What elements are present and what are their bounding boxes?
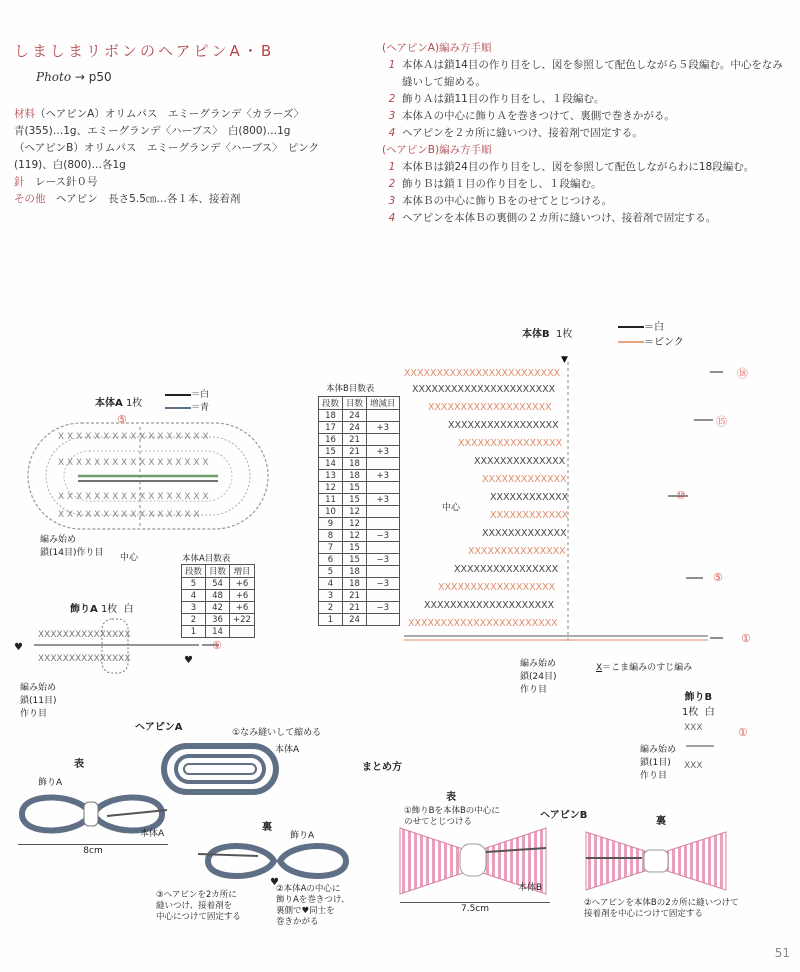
- table-b-cell: [367, 614, 400, 626]
- materials-line: その他 ヘアピン 長さ5.5㎝…各１本、接着剤: [14, 193, 241, 205]
- table-b-cell: [367, 482, 400, 494]
- table-b-cell: +3: [367, 494, 400, 506]
- body-a-chart: [18, 405, 278, 545]
- materials-line: 針 レース針０号: [14, 176, 98, 188]
- deco-a-assembly-label: 飾りA: [38, 778, 63, 788]
- note-a2: ②本体Aの中心に 飾りAを巻きつけ、 裏側で♥同士を 巻きかがる: [276, 884, 350, 927]
- table-b-cell: 9: [319, 518, 343, 530]
- table-b-cell: 12: [319, 482, 343, 494]
- svg-text:XXXXXXXXXXXXXXXX: XXXXXXXXXXXXXXXX: [454, 564, 559, 575]
- page-number: 51: [774, 946, 790, 960]
- materials-block: [14, 106, 354, 208]
- body-b-marker: ①: [741, 632, 751, 645]
- table-b-cell: 11: [319, 494, 343, 506]
- assembly-title: まとめ方: [362, 762, 402, 773]
- table-a-cell: +6: [230, 602, 255, 614]
- procedure-b-step: 2 飾りＢは鎖１目の作り目をし、１段編む。: [388, 178, 602, 190]
- table-b-cell: 10: [319, 506, 343, 518]
- body-a-title: 本体A 1枚: [95, 398, 143, 409]
- table-b-cell: 7: [319, 542, 343, 554]
- svg-text:XXXXXXXXXXXXXXXXXX: XXXXXXXXXXXXXXXXXX: [438, 582, 556, 593]
- svg-text:XXXXXXXXXXXXXXXX: XXXXXXXXXXXXXXXX: [458, 438, 563, 449]
- table-b-header: 目数: [343, 397, 367, 410]
- table-b-row: [319, 434, 400, 446]
- table-b-cell: [367, 590, 400, 602]
- note-a3: ③ヘアピンを2カ所に 縫いつけ、接着剤を 中心につけて固定する: [156, 890, 241, 922]
- body-b-stitch-legend: X＝こま編みのすじ編み: [596, 663, 693, 673]
- table-b-cell: [367, 542, 400, 554]
- body-a-assembly-label-2: 本体A: [140, 829, 165, 839]
- table-b-cell: 21: [343, 590, 367, 602]
- procedure-a-step: 4 ヘアピンを２カ所に縫いつけ、接着剤で固定する。: [388, 127, 643, 139]
- svg-text:X X X X X X X X X X X X X X X: X X X X X X X X X X X X X X X X X: [58, 432, 209, 442]
- body-b-legend: ＝白 ＝ピンク: [618, 320, 684, 350]
- procedure-b-step: 3 本体Ｂの中心に飾りＢをのせてとじつける。: [388, 195, 612, 207]
- table-b-cell: 24: [343, 422, 367, 434]
- procedure-b-step: 4 ヘアピンを本体Ｂの裏側の２カ所に縫いつけ、接着剤で固定する。: [388, 212, 717, 224]
- table-b-cell: 18: [343, 470, 367, 482]
- table-a-cell: 5: [182, 578, 206, 590]
- deco-a-marker: ①: [212, 639, 222, 652]
- table-a-row: [182, 602, 255, 614]
- table-b-row: [319, 602, 400, 614]
- svg-text:♥: ♥: [270, 877, 279, 886]
- table-b-row: [319, 578, 400, 590]
- materials-line: 材料（ヘアピンA）オリムパス エミーグランデ〈カラーズ〉: [14, 108, 304, 120]
- table-b: [318, 396, 400, 626]
- procedure-a-step: 1 本体Ａは鎖14目の作り目をし、図を参照して配色しながら５段編む。中心をなみ縫いして縮める。: [388, 59, 783, 88]
- svg-text:XXXXXXXXXXXX: XXXXXXXXXXXX: [490, 492, 569, 503]
- deco-b-marker: ①: [738, 726, 748, 739]
- procedure-a-step: 2 飾りＡは鎖11目の作り目をし、１段編む。: [388, 93, 605, 105]
- table-b-row: [319, 590, 400, 602]
- body-a-center-label: 中心: [120, 553, 139, 563]
- table-b-cell: 16: [319, 434, 343, 446]
- table-b-cell: 21: [343, 446, 367, 458]
- table-a-row: [182, 590, 255, 602]
- svg-text:XXXXXXXXXXXXXXXXXXX: XXXXXXXXXXXXXXXXXXX: [428, 402, 552, 413]
- table-a-row: [182, 578, 255, 590]
- table-b-cell: [367, 410, 400, 422]
- procedure-block: [382, 40, 792, 227]
- svg-text:X X X X X X X X X X X X X X X: X X X X X X X X X X X X X X X X: [58, 510, 200, 520]
- svg-text:XXXXXXXXXXXXXXX: XXXXXXXXXXXXXXX: [38, 630, 131, 640]
- table-b-cell: 12: [343, 530, 367, 542]
- table-b-cell: [367, 506, 400, 518]
- table-a-cell: 42: [206, 602, 230, 614]
- deco-b-start-label: 編み始め 鎖(1目) 作り目: [640, 745, 677, 781]
- deco-b-title: 飾りB 1枚 白: [682, 692, 715, 718]
- hairpin-a-back-illustration: [198, 836, 358, 886]
- procedure-b-step: 1 本体Ｂは鎖24目の作り目をし、図を参照して配色しながらわに18段編む。: [388, 161, 755, 173]
- body-b-assembly-label: 本体B: [518, 883, 543, 893]
- svg-text:XXXXXXXXXXXXXXXXXXXXXXX: XXXXXXXXXXXXXXXXXXXXXXX: [408, 618, 558, 629]
- svg-text:XXXXXXXXXXXXXXXXXXXX: XXXXXXXXXXXXXXXXXXXX: [424, 600, 555, 611]
- table-b-cell: 15: [343, 494, 367, 506]
- table-b-row: [319, 458, 400, 470]
- body-b-title: 本体B 1枚: [522, 329, 573, 340]
- deco-a-chart: [14, 615, 234, 685]
- table-b-row: [319, 506, 400, 518]
- table-b-cell: 17: [319, 422, 343, 434]
- svg-text:XXXXXXXXXXXXXXX: XXXXXXXXXXXXXXX: [468, 546, 566, 557]
- photo-reference: [36, 70, 112, 84]
- table-a-cell: +22: [230, 614, 255, 626]
- table-b-cell: 12: [343, 506, 367, 518]
- svg-text:XXX: XXX: [684, 761, 703, 771]
- materials-line: 青(355)…1g、エミーグランデ〈ハーブス〉 白(800)…1g: [14, 125, 291, 137]
- table-b-cell: 18: [343, 578, 367, 590]
- table-b-cell: [367, 458, 400, 470]
- deco-b-chart: [680, 716, 720, 776]
- table-a-cell: 4: [182, 590, 206, 602]
- procedure-a-heading: (ヘアピンA)編み方手順: [382, 42, 492, 54]
- table-a-cell: 36: [206, 614, 230, 626]
- table-b-cell: 4: [319, 578, 343, 590]
- body-b-marker: ⑱: [737, 367, 748, 380]
- svg-text:XXXXXXXXXXXXXXXXX: XXXXXXXXXXXXXXXXX: [448, 420, 559, 431]
- table-b-cell: 24: [343, 614, 367, 626]
- svg-text:XXXXXXXXXXXXXXXXXXXXXXXX: XXXXXXXXXXXXXXXXXXXXXXXX: [404, 368, 561, 379]
- deco-a-title: 飾りA 1枚 白: [70, 604, 134, 615]
- svg-text:XXXXXXXXXXXX: XXXXXXXXXXXX: [490, 510, 569, 521]
- table-a-cell: 3: [182, 602, 206, 614]
- table-a-cell: +6: [230, 578, 255, 590]
- front-b-label: 表: [446, 792, 456, 803]
- table-b-cell: +3: [367, 470, 400, 482]
- body-a-row-marker: ⑤: [117, 413, 127, 426]
- table-b-cell: +3: [367, 446, 400, 458]
- table-b-row: [319, 422, 400, 434]
- table-b-cell: 13: [319, 470, 343, 482]
- svg-text:XXXXXXXXXXXXXXXXXXXXXX: XXXXXXXXXXXXXXXXXXXXXX: [412, 384, 556, 395]
- table-b-row: [319, 446, 400, 458]
- table-b-cell: 18: [343, 458, 367, 470]
- table-b-cell: −3: [367, 602, 400, 614]
- photo-page: → p50: [74, 70, 112, 84]
- note-b2: ②ヘアピンを本体Bの2カ所に縫いつけて 接着剤を中心につけて固定する: [584, 898, 739, 919]
- table-b-cell: −3: [367, 530, 400, 542]
- table-b-row: [319, 410, 400, 422]
- table-b-row: [319, 470, 400, 482]
- table-b-cell: 15: [343, 482, 367, 494]
- table-b-cell: 5: [319, 566, 343, 578]
- hairpin-a-label: ヘアピンA: [135, 722, 183, 733]
- body-a-start-label: 編み始め 鎖(14目)作り目: [40, 535, 104, 558]
- table-b-row: [319, 530, 400, 542]
- table-b-cell: 21: [343, 434, 367, 446]
- page-title: しましまリボンのヘアピンA・B: [14, 42, 275, 60]
- note-shrink: ①なみ縫いして縮める: [232, 728, 322, 738]
- table-b-header: 段数: [319, 397, 343, 410]
- deco-a-back-label: 飾りA: [290, 831, 315, 841]
- materials-line: （ヘアピンB）オリムパス エミーグランデ〈ハーブス〉 ピンク: [14, 142, 319, 154]
- table-a-header: 段数: [182, 565, 206, 578]
- table-b-cell: 18: [343, 566, 367, 578]
- table-b-row: [319, 554, 400, 566]
- front-a-label: 表: [74, 759, 84, 770]
- table-b-cell: 2: [319, 602, 343, 614]
- table-b-cell: [367, 518, 400, 530]
- table-a-title: 本体A目数表: [182, 554, 231, 564]
- back-a-label: 裏: [262, 822, 272, 833]
- hairpin-b-back-illustration: [582, 828, 732, 894]
- table-b-cell: 15: [343, 554, 367, 566]
- svg-text:♥: ♥: [14, 642, 23, 653]
- hairpin-b-label: ヘアピンB: [540, 810, 588, 821]
- table-b-cell: [367, 566, 400, 578]
- body-a-legend: ＝白 ＝青: [165, 387, 209, 413]
- table-a-cell: +6: [230, 590, 255, 602]
- svg-text:X X X X X X X X X X X X X X X: X X X X X X X X X X X X X X X X X: [58, 458, 209, 468]
- table-b-cell: 18: [319, 410, 343, 422]
- body-b-marker: ⑮: [716, 415, 727, 428]
- table-b-row: [319, 482, 400, 494]
- table-a-header: 目数: [206, 565, 230, 578]
- svg-text:XXXXXXXXXXXXXXX: XXXXXXXXXXXXXXX: [38, 654, 131, 664]
- table-b-cell: 1: [319, 614, 343, 626]
- table-b-cell: −3: [367, 578, 400, 590]
- table-b-row: [319, 494, 400, 506]
- table-b-cell: 21: [343, 602, 367, 614]
- svg-text:XXXXXXXXXXXXXX: XXXXXXXXXXXXXX: [474, 456, 566, 467]
- table-b-cell: 15: [319, 446, 343, 458]
- table-b-title: 本体B目数表: [326, 384, 375, 394]
- svg-text:X X X X X X X X X X X X X X X: X X X X X X X X X X X X X X X X X: [58, 492, 209, 502]
- body-a-assembly-label: 本体A: [275, 745, 300, 755]
- body-a-oval-illustration: [160, 740, 280, 800]
- width-a: 8cm: [18, 844, 168, 856]
- svg-text:XXXXXXXXXXXXX: XXXXXXXXXXXXX: [482, 474, 567, 485]
- photo-label: Photo: [36, 70, 72, 84]
- table-b-row: [319, 542, 400, 554]
- svg-text:XXX: XXX: [684, 723, 703, 733]
- table-b-cell: 6: [319, 554, 343, 566]
- table-a-cell: 54: [206, 578, 230, 590]
- back-b-label: 裏: [656, 816, 666, 827]
- svg-text:▼: ▼: [561, 355, 568, 365]
- materials-line: (119)、白(800)…各1g: [14, 159, 126, 171]
- table-b-row: [319, 518, 400, 530]
- table-b-cell: 12: [343, 518, 367, 530]
- note-b1: ①飾りBを本体Bの中心に のせてとじつける: [404, 806, 500, 827]
- table-b-cell: 3: [319, 590, 343, 602]
- body-b-marker: ⑤: [713, 571, 723, 584]
- table-b-cell: 8: [319, 530, 343, 542]
- body-b-center-label: 中心: [442, 503, 461, 513]
- table-a-header: 増目: [230, 565, 255, 578]
- body-b-start-label: 編み始め 鎖(24目) 作り目: [520, 659, 557, 695]
- table-b-cell: 24: [343, 410, 367, 422]
- table-b-row: [319, 614, 400, 626]
- body-b-marker: ⑩: [676, 489, 686, 502]
- table-b-cell: +3: [367, 422, 400, 434]
- procedure-b-heading: (ヘアピンB)編み方手順: [382, 144, 492, 156]
- svg-text:♥: ♥: [184, 655, 193, 666]
- table-b-cell: [367, 434, 400, 446]
- table-a-cell: 2: [182, 614, 206, 626]
- table-b-header: 増減目: [367, 397, 400, 410]
- table-a-cell: 1: [182, 626, 206, 638]
- procedure-a-step: 3 本体Ａの中心に飾りＡを巻きつけて、裏側で巻きかがる。: [388, 110, 675, 122]
- table-b-cell: 15: [343, 542, 367, 554]
- table-a-cell: 14: [206, 626, 230, 638]
- svg-text:XXXXXXXXXXXXX: XXXXXXXXXXXXX: [482, 528, 567, 539]
- table-b-cell: 14: [319, 458, 343, 470]
- deco-a-start-label: 編み始め 鎖(11目) 作り目: [20, 683, 57, 719]
- table-a-cell: 48: [206, 590, 230, 602]
- table-b-cell: −3: [367, 554, 400, 566]
- table-b-row: [319, 566, 400, 578]
- width-b: 7.5cm: [400, 902, 550, 914]
